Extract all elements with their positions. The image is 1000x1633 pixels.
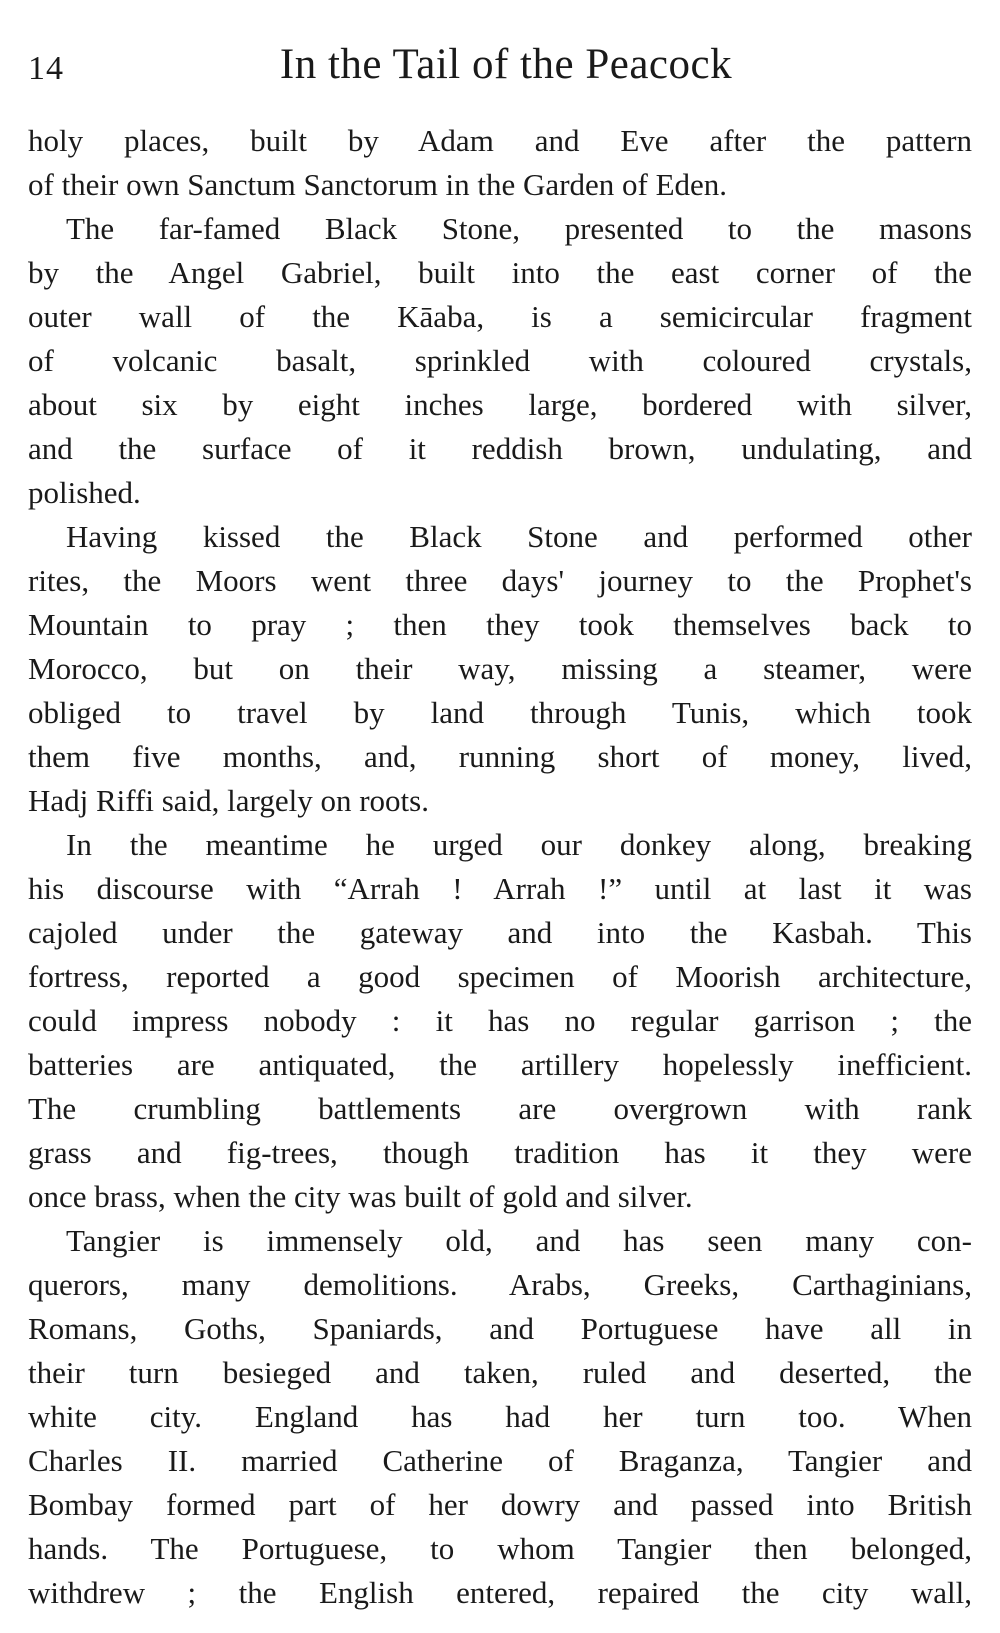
text-line: holy places, built by Adam and Eve after the pattern <box>28 123 972 158</box>
text-line: withdrew ; the English entered, repaired the city wall, <box>28 1575 972 1610</box>
text-line: them five months, and, running short of money, lived, <box>28 739 972 774</box>
text-line: of their own Sanctum Sanctorum in the Garden of Eden. <box>28 167 728 202</box>
text-line: once brass, when the city was built of gold and silver. <box>28 1179 693 1214</box>
text-line: grass and fig-trees, though tradition has it they were <box>28 1135 972 1170</box>
paragraph <box>28 119 972 207</box>
text-line: querors, many demolitions. Arabs, Greeks, Carthaginians, <box>28 1267 972 1302</box>
text-line: and the surface of it reddish brown, undulating, and <box>28 431 972 466</box>
text-line: The far-famed Black Stone, presented to the masons <box>66 211 972 246</box>
text-line: rites, the Moors went three days' journey to the Prophet's <box>28 563 972 598</box>
running-title: In the Tail of the Peacock <box>279 41 733 88</box>
text-line: In the meantime he urged our donkey along, breaking <box>66 827 972 862</box>
text-line: could impress nobody : it has no regular garrison ; the <box>28 1003 972 1038</box>
text-line: his discourse with “Arrah ! Arrah !” until at last it was <box>28 871 972 906</box>
text-line: Mountain to pray ; then they took themselves back to <box>28 607 972 642</box>
text-line: polished. <box>28 475 141 510</box>
text-line: their turn besieged and taken, ruled and deserted, the <box>28 1355 972 1390</box>
text-line: white city. England has had her turn too. When <box>28 1399 972 1434</box>
text-line: Hadj Riffi said, largely on roots. <box>28 783 429 818</box>
paragraph <box>28 515 972 823</box>
paragraph <box>28 1219 972 1615</box>
text-line: outer wall of the Kāaba, is a semicircular fragment <box>28 299 972 334</box>
body-text <box>28 119 972 1615</box>
text-line: batteries are antiquated, the artillery hopelessly inefficient. <box>28 1047 972 1082</box>
text-line: obliged to travel by land through Tunis, which took <box>28 695 972 730</box>
text-line: hands. The Portuguese, to whom Tangier then belonged, <box>28 1531 972 1566</box>
text-line: Bombay formed part of her dowry and passed into British <box>28 1487 972 1522</box>
running-head <box>28 40 968 96</box>
text-line: Tangier is immensely old, and has seen many con- <box>66 1223 972 1258</box>
text-line: cajoled under the gateway and into the Kasbah. This <box>28 915 972 950</box>
text-line: fortress, reported a good specimen of Moorish architecture, <box>28 959 972 994</box>
text-line: Having kissed the Black Stone and performed other <box>66 519 972 554</box>
page-number: 14 <box>28 50 64 87</box>
text-line: The crumbling battlements are overgrown with rank <box>28 1091 972 1126</box>
paragraph <box>28 207 972 515</box>
text-line: Romans, Goths, Spaniards, and Portuguese have all in <box>28 1311 972 1346</box>
text-line: of volcanic basalt, sprinkled with coloured crystals, <box>28 343 972 378</box>
text-line: by the Angel Gabriel, built into the east corner of the <box>28 255 972 290</box>
paragraph <box>28 823 972 1219</box>
text-line: Morocco, but on their way, missing a steamer, were <box>28 651 972 686</box>
text-line: about six by eight inches large, bordered with silver, <box>28 387 972 422</box>
text-line: Charles II. married Catherine of Braganza, Tangier and <box>28 1443 972 1478</box>
